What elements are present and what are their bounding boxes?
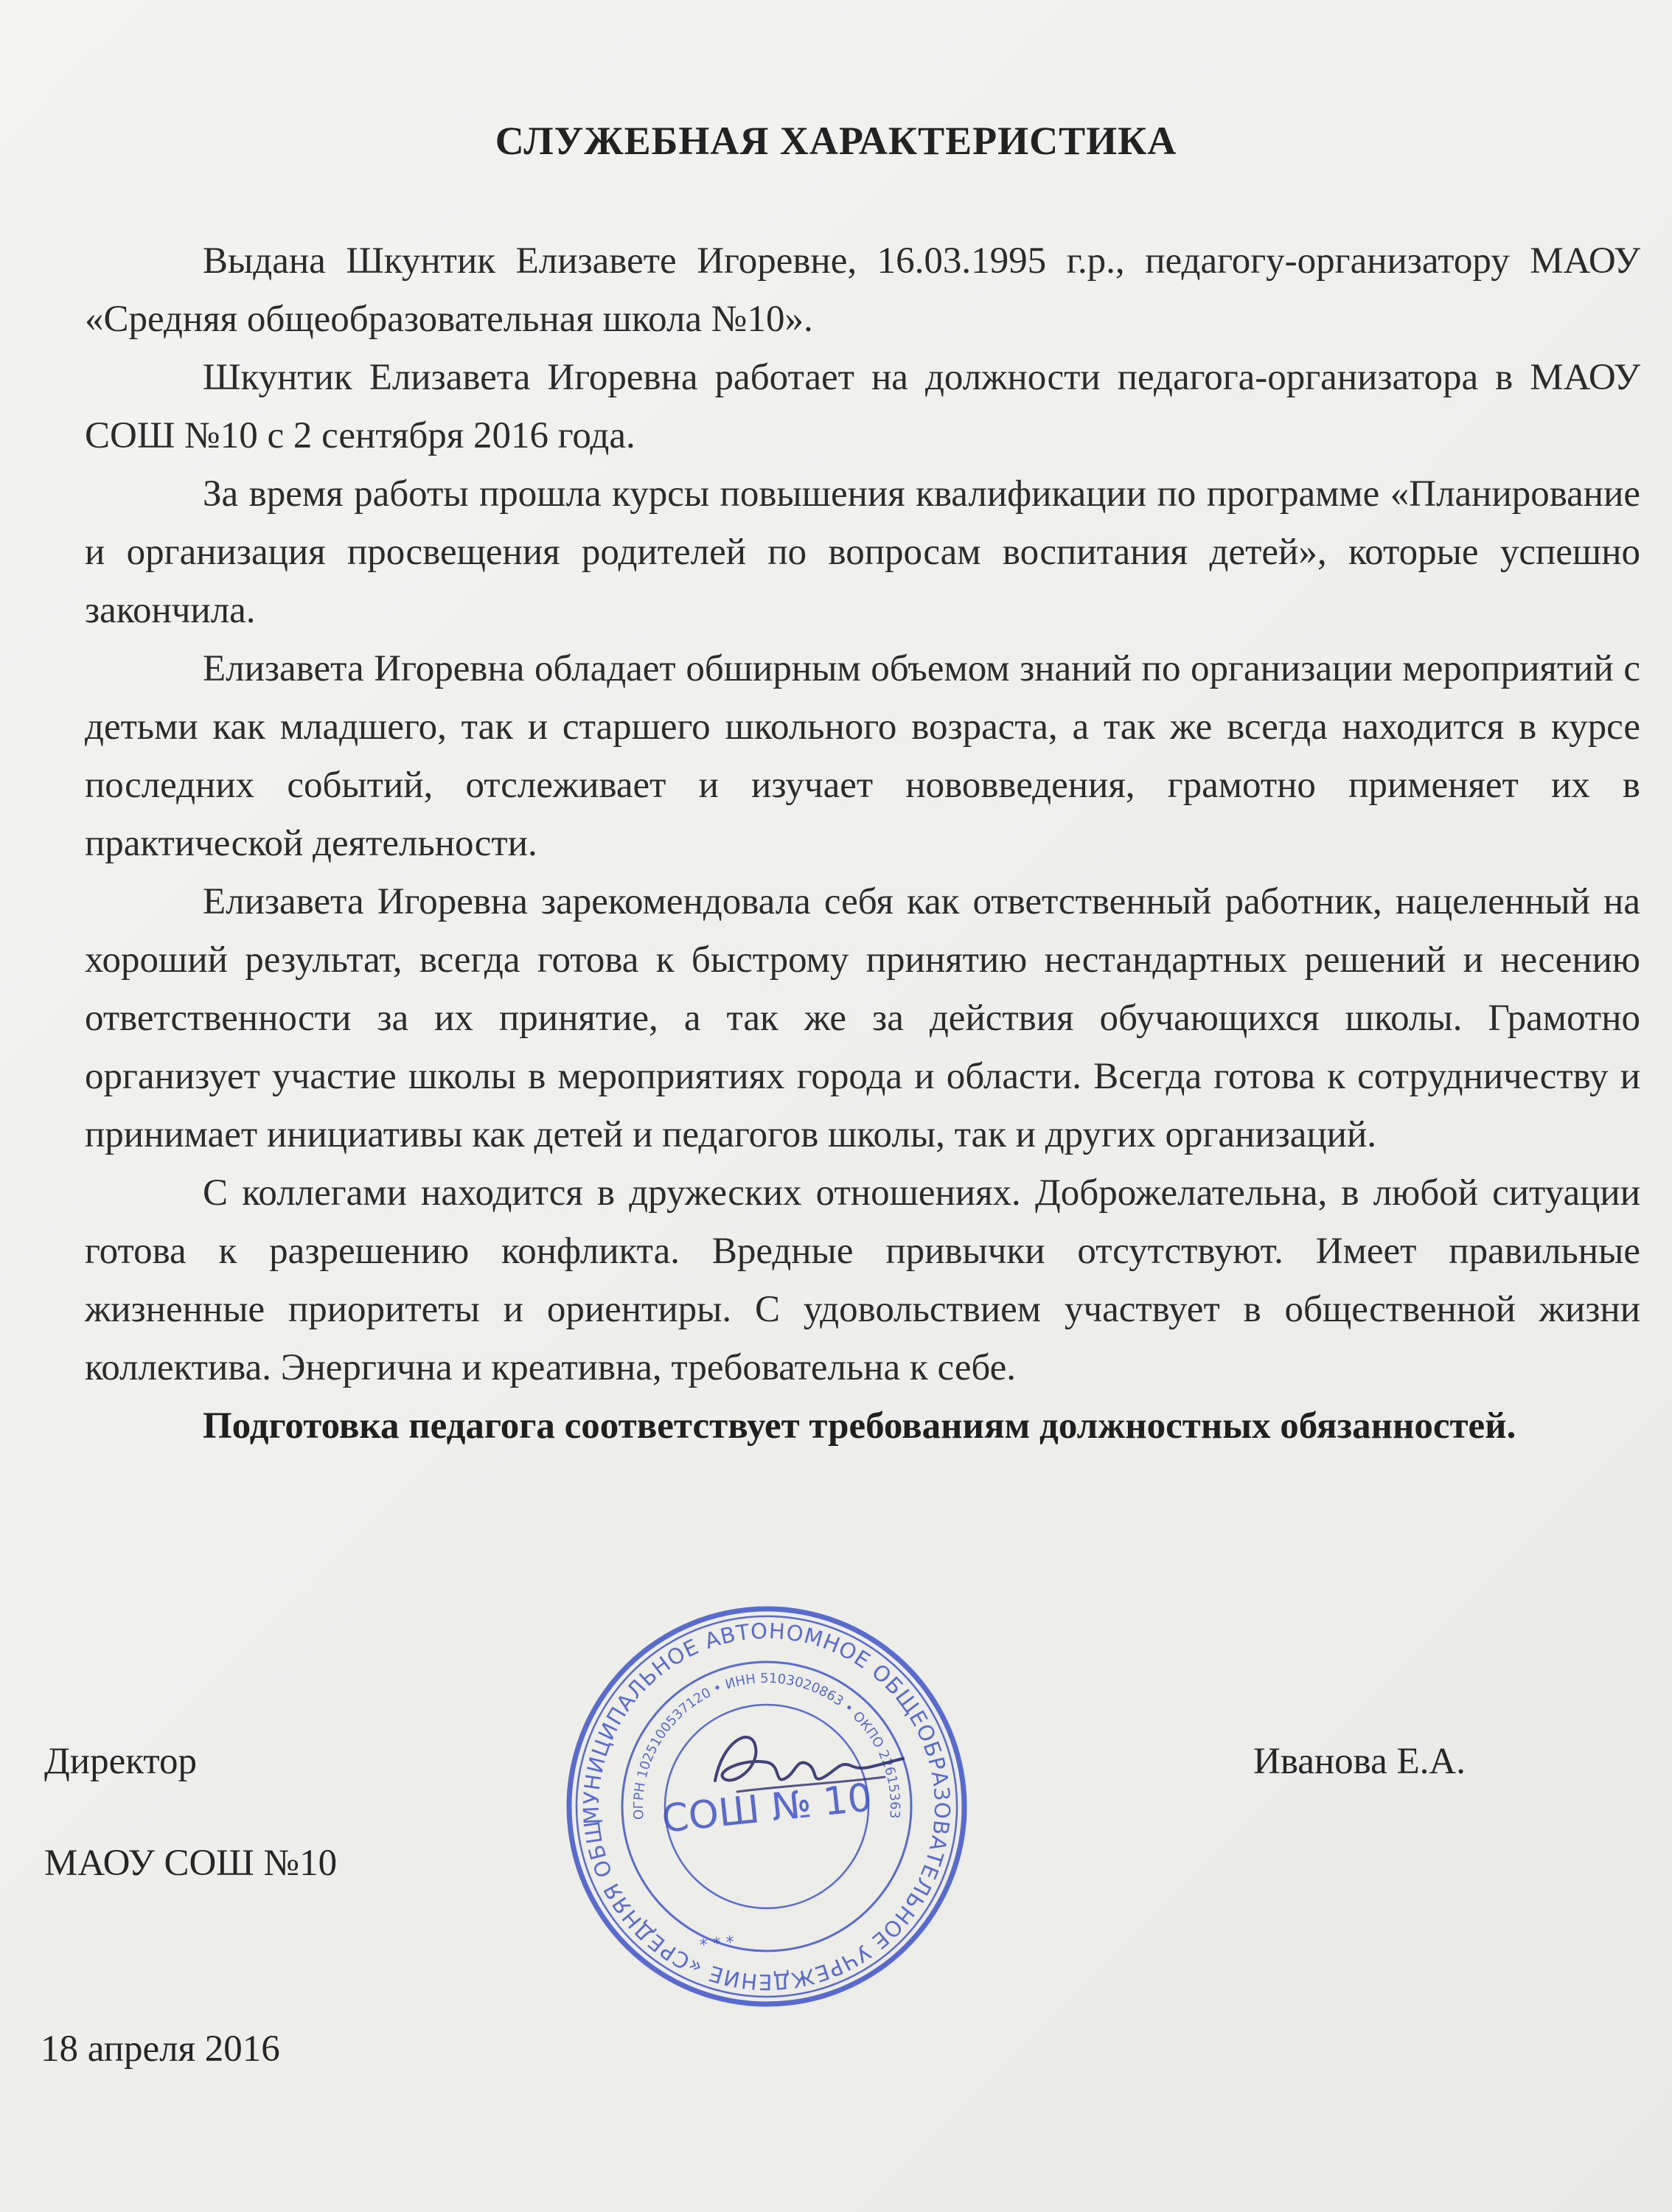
paragraph-conclusion: Подготовка педагога соответствует требованиям должностных обязанностей. bbox=[203, 1405, 1516, 1447]
document-body bbox=[85, 232, 1640, 1455]
paragraph-colleagues: С коллегами находится в дружеских отношениях. Доброжелательна, в любой ситуации готова к разрешению конфликта. Вредные привычки отсутствуют. Имеет правильные жизненные приоритеты и ориентиры. С удовольствием участвует в общественной жизни коллектива. Энергична и креативна, требовательна к себе. bbox=[85, 1172, 1640, 1388]
document-date: 18 апреля 2016 bbox=[41, 2028, 280, 2070]
signer-position: Директор bbox=[44, 1741, 197, 1782]
paragraph-issued-to: Выдана Шкунтик Елизавете Игоревне, 16.03.1995 г.р., педагогу-организатору МАОУ «Средняя общеобразовательная школа №10». bbox=[85, 240, 1640, 340]
signer-organization: МАОУ СОШ №10 bbox=[44, 1843, 338, 1884]
paragraph-knowledge: Елизавета Игоревна обладает обширным объемом знаний по организации мероприятий с детьми как младшего, так и старшего школьного возраста, а так же всегда находится в курсе последних событий, отслеживает и изучает нововведения, грамотно применяет их в практической деятельности. bbox=[85, 648, 1640, 864]
svg-text:МУНИЦИПАЛЬНОЕ АВТОНОМНОЕ ОБЩЕО: МУНИЦИПАЛЬНОЕ АВТОНОМНОЕ ОБЩЕОБРАЗОВАТЕЛЬНОЕ УЧРЕЖДЕНИЕ «СРЕДНЯЯ ОБЩЕОБРАЗОВАТЕЛЬНАЯ ШКОЛА № 10» bbox=[540, 1601, 955, 1995]
svg-text:СОШ № 10: СОШ № 10 bbox=[659, 1775, 874, 1842]
svg-text:* * *: * * * bbox=[698, 1933, 736, 1955]
paragraph-position: Шкунтик Елизавета Игоревна работает на должности педагога-организатора в МАОУ СОШ №10 с 2 сентября 2016 года. bbox=[85, 357, 1640, 456]
document-title: СЛУЖЕБНАЯ ХАРАКТЕРИСТИКА bbox=[495, 119, 1177, 163]
director-signature bbox=[693, 1718, 914, 1814]
paragraph-courses: За время работы прошла курсы повышения квалификации по программе «Планирование и организация просвещения родителей по вопросам воспитания детей», которые успешно закончила. bbox=[85, 473, 1640, 631]
svg-text:ОГРН 1025100537120 • ИНН 51030: ОГРН 1025100537120 • ИНН 5103020863 • ОКПО 22615363 bbox=[630, 1670, 903, 1820]
paragraph-responsibility: Елизавета Игоревна зарекомендовала себя как ответственный работник, нацеленный на хороший результат, всегда готова к быстрому принятию нестандартных решений и несению ответственности за их принятие, а так же за действия обучающихся школы. Грамотно организует участие школы в мероприятиях города и области. Всегда готова к сотрудничеству и принимает инициативы как детей и педагогов школы, так и других организаций. bbox=[85, 881, 1640, 1155]
signer-name: Иванова Е.А. bbox=[1253, 1741, 1466, 1782]
